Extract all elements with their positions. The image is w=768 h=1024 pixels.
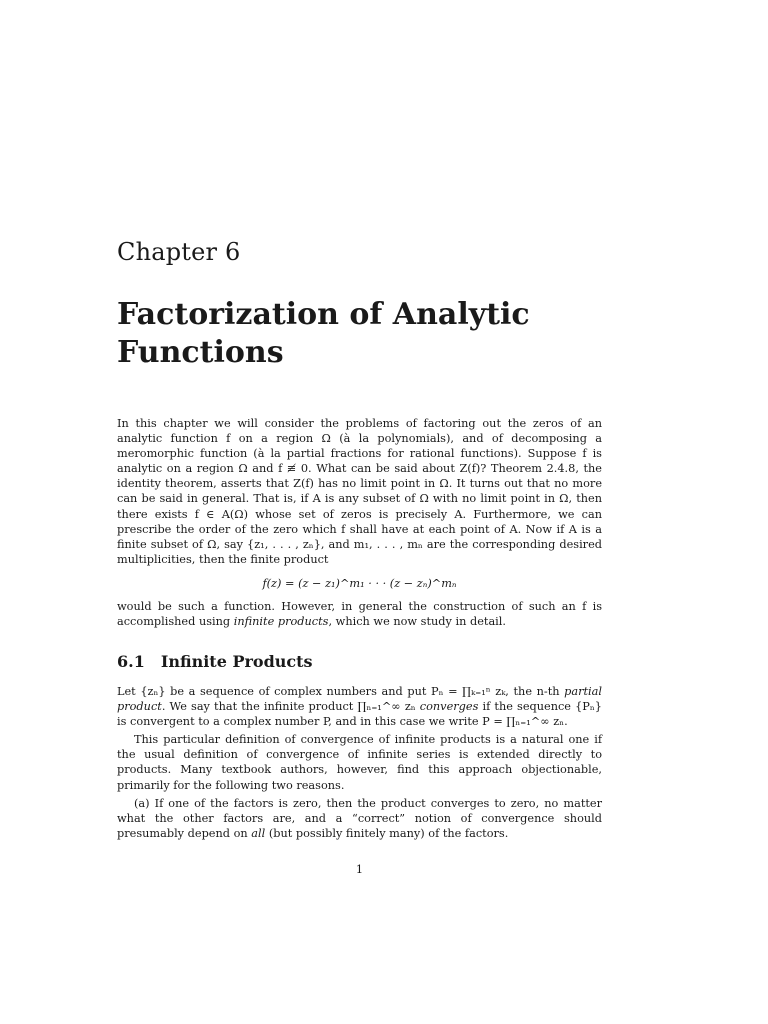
chapter-label: Chapter 6 (117, 238, 241, 266)
intro-paragraph-2-emphasis: infinite products (233, 615, 329, 629)
section-p1-text-1: Let {zₙ} be a sequence of complex numbers and put Pₙ = ∏ₖ₌₁ⁿ zₖ, the n-th (117, 685, 565, 698)
section-p1-emphasis-1: partial product (117, 685, 602, 714)
intro-paragraph-2-text-after: , which we now study in detail. (328, 615, 506, 629)
chapter-title: Factorization of Analytic Functions (117, 297, 530, 370)
section-heading (117, 652, 313, 671)
section-p3-text-1: (a) If one of the factors is zero, then the product converges to zero, no matter what the other factors are, and a “correct” notion of convergence should presumably depend on (117, 796, 602, 840)
section-paragraph-3 (117, 796, 602, 841)
intro-paragraph-1: In this chapter we will consider the problems of factoring out the zeros of an analytic function f on a region Ω (à la polynomials), and of decomposing a meromorphic function (à la partial fractions for rational functions). Suppose f is analytic on a region Ω and f ≢ 0. What can be said about Z(f)? Theorem 2.4.8, the identity theorem, asserts that Z(f) has no limit point in Ω. It turns out that no more can be said in general. That is, if A is any subset of Ω with no limit point in Ω, then there exists f ∈ A(Ω) whose set of zeros is precisely A. Furthermore, we can prescribe the order of the zero which f shall have at each point of A. Now if A is a finite subset of Ω, say {z₁, . . . , zₙ}, and m₁, . . . , mₙ are the corresponding desired multiplicities, then the finite product (117, 417, 602, 566)
page-number: 1 (355, 863, 364, 876)
intro-section (117, 416, 602, 629)
section-title: Infinite Products (160, 652, 313, 671)
section-p1-text-3: if the sequence {Pₙ} is convergent to a complex number P, and in this case we write P = ∏ₙ₌₁^∞ zₙ. (117, 700, 602, 729)
section-paragraph-2: This particular definition of convergence of infinite products is a natural one if the usual definition of convergence of infinite series is extended directly to products. Many textbook authors, however, find this approach objectionable, primarily for the following two reasons. (117, 733, 602, 792)
section-p1-text-2: . We say that the infinite product ∏ₙ₌₁^∞ zₙ (161, 700, 420, 714)
section-p3-text-2: (but possibly finitely many) of the factors. (265, 826, 509, 840)
section-p1-emphasis-2: converges (419, 700, 479, 714)
section-p3-emphasis: all (251, 826, 266, 840)
display-formula: f(z) = (z − z₁)^m₁ · · · (z − zₙ)^mₙ (262, 576, 457, 590)
section-number: 6.1 (117, 652, 145, 671)
intro-paragraph-2 (117, 599, 602, 629)
intro-paragraph-2-text-before: would be such a function. However, in general the construction of such an f is accomplished using (117, 600, 602, 629)
section-body (117, 684, 602, 844)
section-paragraph-1 (117, 684, 602, 729)
